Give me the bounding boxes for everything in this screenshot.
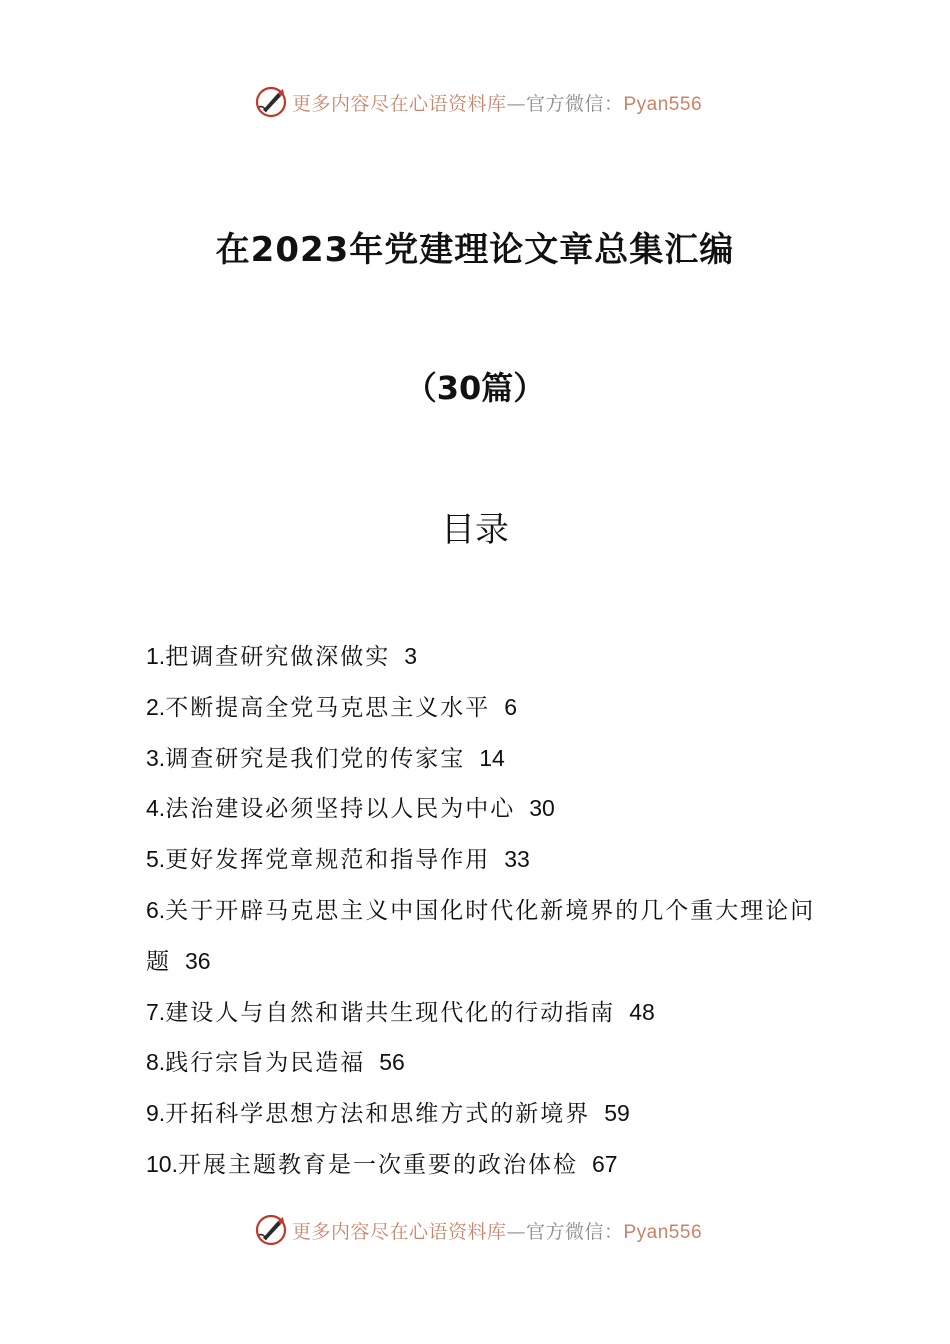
watermark-account: Pyan556	[623, 93, 703, 115]
toc-entry-title: 不断提高全党马克思主义水平	[165, 694, 491, 721]
toc-entry-number: 8.	[146, 1049, 166, 1076]
quill-pen-logo-icon	[254, 1213, 288, 1247]
quill-pen-logo-icon	[254, 85, 288, 119]
toc-entry-number: 5.	[146, 846, 166, 873]
toc-entry-number: 7.	[146, 998, 166, 1025]
header-watermark	[0, 82, 950, 122]
footer-watermark	[0, 1210, 950, 1250]
toc-entry-number: 10.	[146, 1150, 178, 1177]
toc-entry-page: 14	[479, 744, 505, 771]
toc-entry-title: 法治建设必须坚持以人民为中心	[165, 796, 516, 823]
toc-entry-title: 践行宗旨为民造福	[165, 1050, 366, 1077]
toc-entry[interactable]	[146, 632, 818, 683]
watermark-text	[292, 1217, 702, 1244]
toc-entry-number: 9.	[146, 1100, 166, 1127]
watermark-content	[254, 85, 702, 119]
toc-entry-page: 6	[504, 693, 517, 720]
toc-entry[interactable]	[146, 683, 818, 734]
toc-entry-title: 关于开辟马克思主义中国化时代化新境界的几个重大理论问题	[146, 897, 816, 975]
toc-entry-title: 开展主题教育是一次重要的政治体检	[177, 1151, 578, 1178]
toc-entry-number: 2.	[146, 693, 166, 720]
toc-entry[interactable]	[146, 784, 818, 835]
toc-entry-title: 把调查研究做深做实	[165, 644, 391, 670]
toc-entry-number: 4.	[146, 795, 166, 822]
toc-entry-number: 6.	[146, 896, 166, 923]
toc-heading: 目录	[441, 510, 509, 550]
watermark-separator: —	[506, 92, 526, 115]
document-subtitle: （30篇）	[404, 369, 546, 407]
toc-entry-page: 56	[379, 1049, 405, 1076]
toc-entry-page: 48	[629, 998, 655, 1025]
watermark-prefix: 更多内容尽在心语资料库	[291, 92, 507, 115]
toc-entry-page: 30	[529, 795, 555, 822]
toc-entry-title: 调查研究是我们党的传家宝	[165, 745, 466, 772]
toc-entry[interactable]	[146, 1089, 818, 1140]
toc-entry-page: 59	[604, 1100, 630, 1127]
toc-entry-number: 3.	[146, 744, 166, 771]
toc-entry[interactable]	[146, 988, 818, 1039]
toc-entry[interactable]	[146, 1038, 818, 1089]
document-title: 在2023年党建理论文章总集汇编	[215, 230, 735, 270]
toc-entry-page: 67	[591, 1150, 618, 1177]
toc-entry[interactable]	[146, 886, 818, 988]
watermark-account: Pyan556	[623, 1221, 703, 1243]
watermark-text	[292, 89, 702, 116]
toc-entry-page: 36	[185, 947, 211, 974]
watermark-content	[254, 1213, 702, 1247]
watermark-prefix: 更多内容尽在心语资料库	[291, 1220, 507, 1243]
toc-entry-number: 1.	[146, 643, 166, 669]
toc-entry-page: 33	[504, 846, 530, 873]
toc-entry[interactable]	[146, 1140, 818, 1191]
watermark-wechat-label: 官方微信：	[525, 92, 624, 115]
toc-entry[interactable]	[146, 835, 818, 886]
watermark-separator: —	[506, 1220, 526, 1243]
toc-entry[interactable]	[146, 734, 818, 785]
watermark-wechat-label: 官方微信：	[525, 1220, 624, 1243]
table-of-contents	[146, 632, 818, 1191]
toc-entry-title: 建设人与自然和谐共生现代化的行动指南	[165, 999, 616, 1026]
toc-entry-title: 更好发挥党章规范和指导作用	[165, 847, 491, 874]
toc-entry-title: 开拓科学思想方法和思维方式的新境界	[165, 1101, 591, 1128]
toc-entry-page: 3	[404, 643, 417, 669]
